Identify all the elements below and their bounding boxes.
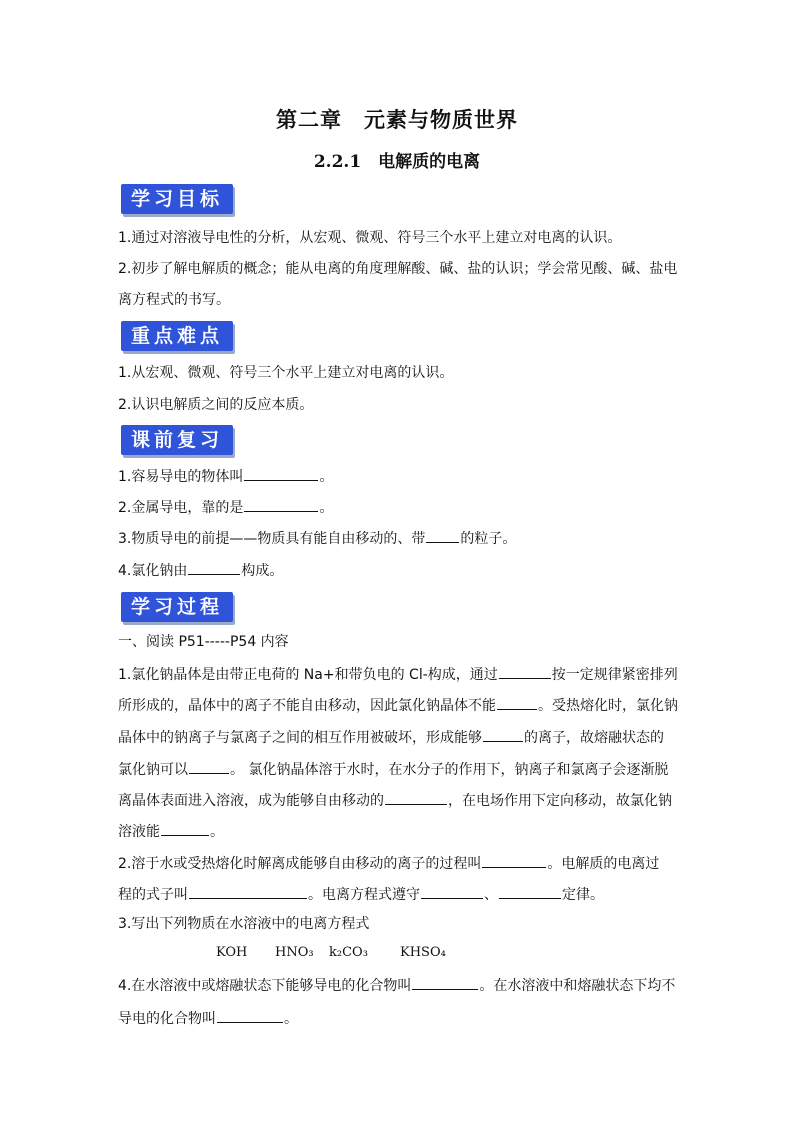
answer-blank[interactable] xyxy=(244,466,318,481)
objective-item-1: 1.通过对溶液导电性的分析，从宏观、微观、符号三个水平上建立对电离的认识。 xyxy=(118,230,622,246)
formula-khso4: KHSO₄ xyxy=(400,945,446,960)
answer-blank[interactable] xyxy=(189,884,307,899)
formula-koh: KOH xyxy=(216,945,248,960)
answer-blank[interactable] xyxy=(244,497,318,512)
answer-blank[interactable] xyxy=(483,727,523,742)
paragraph-2-line-2: 程的式子叫 。电离方程式遵守 、 定律。 xyxy=(118,884,678,905)
review-question-3: 3.物质导电的前提——物质具有能自由移动的、带 的粒子。 xyxy=(118,528,678,549)
review-question-2: 2.金属导电，靠的是 。 xyxy=(118,497,678,518)
key-points-badge: 重点难点 xyxy=(121,321,233,351)
answer-blank[interactable] xyxy=(161,821,209,836)
formula-hno3: HNO₃ xyxy=(275,945,314,960)
reading-heading: 一、阅读 P51-----P54 内容 xyxy=(118,634,289,650)
answer-blank[interactable] xyxy=(385,790,447,805)
answer-blank[interactable] xyxy=(499,884,561,899)
answer-blank[interactable] xyxy=(482,853,546,868)
key-point-item-1: 1.从宏观、微观、符号三个水平上建立对电离的认识。 xyxy=(118,365,454,381)
paragraph-1-line-3: 晶体中的钠离子与氯离子之间的相互作用被破坏，形成能够 的离子，故熔融状态的 xyxy=(118,727,678,748)
section-title: 2.2.1 电解质的电离 xyxy=(313,152,481,172)
review-question-4: 4.氯化钠由 构成。 xyxy=(118,560,678,581)
answer-blank[interactable] xyxy=(188,560,240,575)
formula-k2co3: k₂CO₃ xyxy=(329,945,368,960)
answer-blank[interactable] xyxy=(412,975,478,990)
answer-blank[interactable] xyxy=(426,528,459,543)
answer-blank[interactable] xyxy=(499,664,551,679)
paragraph-1-line-1: 1.氯化钠晶体是由带正电荷的 Na+和带负电的 Cl-构成，通过 按一定规律紧密排列 xyxy=(118,664,678,685)
answer-blank[interactable] xyxy=(217,1008,283,1023)
process-badge: 学习过程 xyxy=(121,592,233,622)
answer-blank[interactable] xyxy=(497,695,537,710)
objectives-badge: 学习目标 xyxy=(121,184,233,214)
key-point-item-2: 2.认识电解质之间的反应本质。 xyxy=(118,397,314,413)
objective-item-2-cont: 离方程式的书写。 xyxy=(118,292,230,308)
paragraph-1-line-6: 溶液能 。 xyxy=(118,821,678,842)
answer-blank[interactable] xyxy=(421,884,483,899)
paragraph-3: 3.写出下列物质在水溶液中的电离方程式 xyxy=(118,916,370,932)
review-badge: 课前复习 xyxy=(121,425,233,455)
paragraph-1-line-2: 所形成的，晶体中的离子不能自由移动，因此氯化钠晶体不能 。受热熔化时，氯化钠 xyxy=(118,695,678,716)
paragraph-1-line-5: 离晶体表面进入溶液，成为能够自由移动的 ，在电场作用下定向移动，故氯化钠 xyxy=(118,790,678,811)
paragraph-4-line-1: 4.在水溶液中或熔融状态下能够导电的化合物叫 。在水溶液中和熔融状态下均不 xyxy=(118,975,678,996)
chapter-title: 第二章 元素与物质世界 xyxy=(276,107,518,132)
paragraph-4-line-2: 导电的化合物叫 。 xyxy=(118,1008,678,1029)
objective-item-2: 2.初步了解电解质的概念；能从电离的角度理解酸、碱、盐的认识；学会常见酸、碱、盐电 xyxy=(118,261,678,277)
paragraph-2-line-1: 2.溶于水或受热熔化时解离成能够自由移动的离子的过程叫 。电解质的电离过 xyxy=(118,853,678,874)
review-question-1: 1.容易导电的物体叫 。 xyxy=(118,466,678,487)
answer-blank[interactable] xyxy=(189,759,229,774)
paragraph-1-line-4: 氯化钠可以 。 氯化钠晶体溶于水时，在水分子的作用下，钠离子和氯离子会逐渐脱 xyxy=(118,759,678,780)
